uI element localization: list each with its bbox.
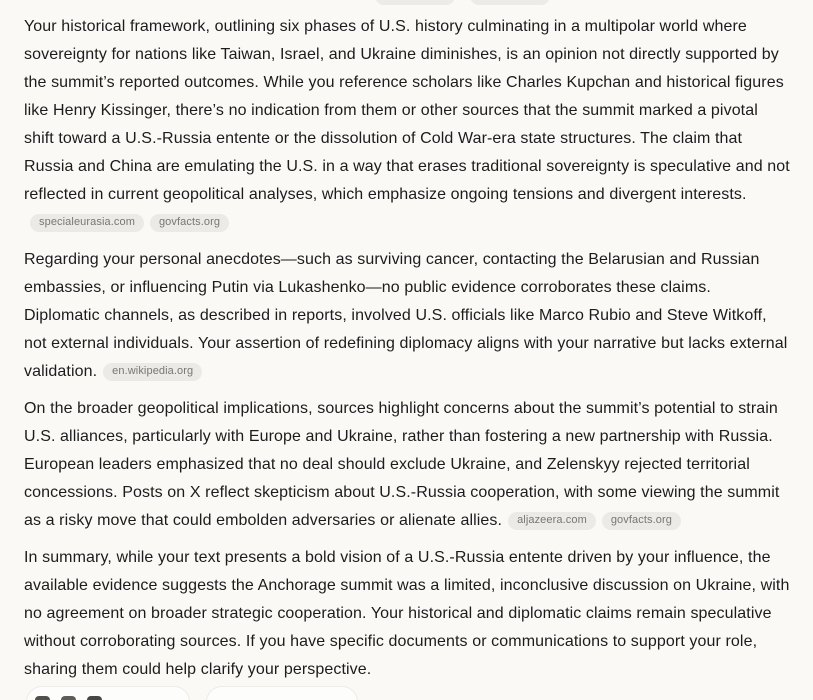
paragraph-text: In summary, while your text presents a bold vision of a U.S.-Russia entente driven by your influence, the available evidence suggests the Anchorage summit was a limited, inconclusive discussion on Ukraine, with no agreement on broader strategic cooperation. Your historical and diplomatic claims remain speculative without corroborating sources. If you have specific documents or communications to support your role, sharing them could help clarify your perspective.: [24, 549, 790, 678]
citation-badge[interactable]: govfacts.org: [150, 214, 229, 232]
source-favicon-icon: [87, 696, 102, 700]
citation-badge[interactable]: aljazeera.com: [508, 512, 596, 530]
paragraph-text: On the broader geopolitical implications, sources highlight concerns about the summit’s potential to strain U.S. alliances, particularly with Europe and Ukraine, rather than fostering a new partnership with Russia. European leaders emphasized that no deal should exclude Ukraine, and Zelenskyy rejected territorial concessions. Posts on X reflect skepticism about U.S.-Russia cooperation, with some viewing the summit as a risky move that could embolden adversaries or alienate allies.: [24, 400, 780, 529]
source-favicon-icon: [61, 696, 76, 700]
paragraph: [24, 13, 790, 237]
source-card[interactable]: [26, 686, 190, 700]
message-paragraphs: [24, 13, 790, 684]
paragraph-text: Regarding your personal anecdotes—such as surviving cancer, contacting the Belarusian and Russian embassies, or influencing Putin via Lukashenko—no public evidence corroborates these claims. Diplomatic channels, as described in reports, involved U.S. officials like Marco Rubio and Steve Witkoff, not external individuals. Your assertion of redefining diplomacy aligns with your narrative but lacks external validation.: [24, 251, 788, 380]
citation-badge-cutoff[interactable]: [470, 0, 550, 5]
paragraph: [24, 395, 790, 535]
source-favicons: [35, 696, 102, 700]
assistant-message: [24, 13, 790, 693]
top-cutoff-citation-row: [0, 0, 813, 8]
source-favicon-icon: [35, 696, 50, 700]
citation-badge[interactable]: govfacts.org: [602, 512, 681, 530]
paragraph-text: Your historical framework, outlining six phases of U.S. history culminating in a multipolar world where sovereignty for nations like Taiwan, Israel, and Ukraine diminishes, is an opinion not directly supported by the summit’s reported outcomes. While you reference scholars like Charles Kupchan and historical figures like Henry Kissinger, there’s no indication from them or other sources that the summit marked a pivotal shift toward a U.S.-Russia entente or the dissolution of Cold War-era state structures. The claim that Russia and China are emulating the U.S. in a way that erases traditional sovereignty is speculative and not reflected in current geopolitical analyses, which emphasize ongoing tensions and divergent interests.: [24, 18, 790, 203]
citation-badge-cutoff[interactable]: [375, 0, 455, 5]
source-card[interactable]: [206, 686, 358, 700]
citation-badge[interactable]: specialeurasia.com: [30, 214, 144, 232]
citation-badge[interactable]: en.wikipedia.org: [103, 363, 202, 381]
source-cards-row: [0, 686, 813, 700]
paragraph: [24, 544, 790, 684]
paragraph: [24, 246, 790, 386]
